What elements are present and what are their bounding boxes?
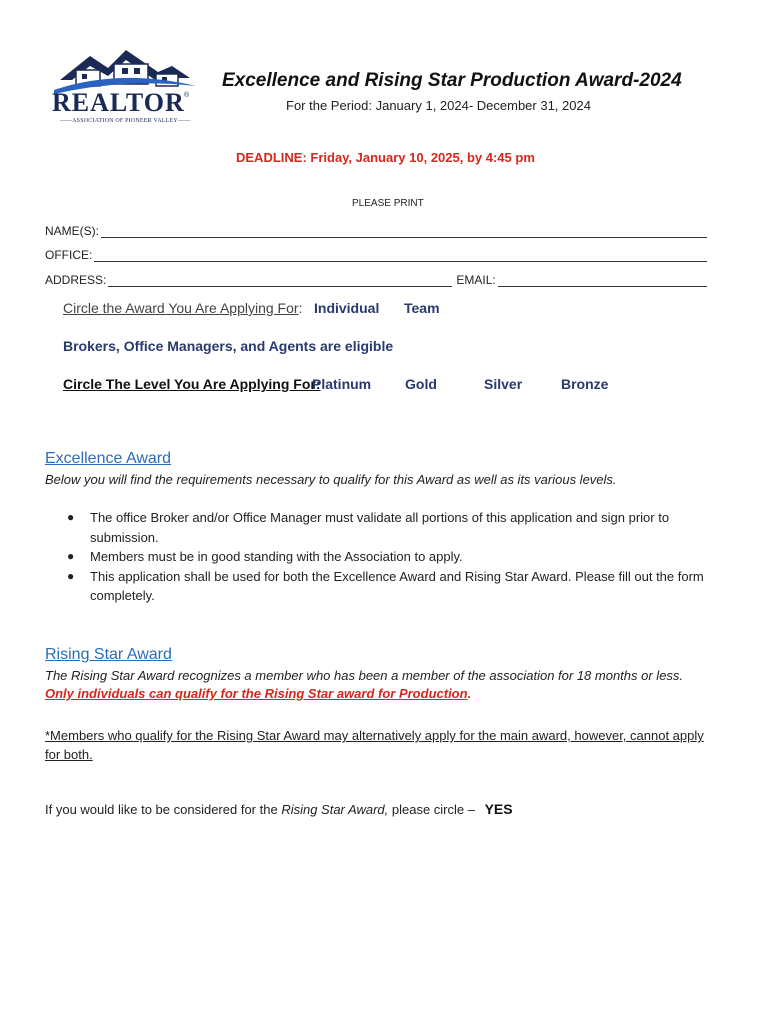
bullet-icon: ● [67, 549, 75, 563]
excellence-intro: Below you will find the requirements necessary to qualify for this Award as well as its various levels. [45, 472, 617, 487]
rising-star-consider: If you would like to be considered for the Rising Star Award, please circle – YES [45, 801, 513, 817]
page-title: Excellence and Rising Star Production Award-2024 [222, 70, 682, 91]
excellence-award-heading: Excellence Award [45, 450, 171, 467]
realtor-wordmark: REALTOR [52, 88, 185, 117]
names-line[interactable] [101, 226, 707, 238]
list-item: ● The office Broker and/or Office Manager must validate all portions of this application and sign prior to submission. [67, 510, 670, 545]
rising-star-intro: The Rising Star Award recognizes a member who has been a member of the association for 18 months or less. [45, 668, 684, 683]
level-bronze[interactable]: Bronze [561, 376, 609, 392]
registered-mark: ® [184, 92, 190, 99]
bullet-icon: ● [67, 510, 75, 524]
yes-option[interactable]: YES [484, 801, 513, 817]
eligible-note: Brokers, Office Managers, and Agents are eligible [63, 338, 394, 354]
address-label: ADDRESS: [45, 273, 107, 287]
office-label: OFFICE: [45, 248, 93, 262]
level-platinum[interactable]: Platinum [312, 376, 372, 392]
email-label: EMAIL: [456, 273, 496, 287]
association-subtitle: ——ASSOCIATION OF PIONEER VALLEY—— [59, 118, 191, 124]
award-option-team[interactable]: Team [404, 300, 440, 316]
email-line[interactable] [498, 275, 707, 287]
deadline-text: DEADLINE: Friday, January 10, 2025, by 4:45 pm [236, 150, 535, 165]
award-type-label: Circle the Award You Are Applying For [63, 300, 299, 316]
names-field[interactable] [45, 224, 707, 238]
rising-star-note: *Members who qualify for the Rising Star Award may alternatively apply for the main award, however, cannot apply for both. [45, 728, 704, 762]
list-item: ● This application shall be used for both the Excellence Award and Rising Star Award. Please fill out the form completely. [67, 568, 704, 603]
realtor-logo [50, 46, 200, 132]
level-label: Circle The Level You Are Applying For: [63, 376, 321, 392]
excellence-requirements [45, 508, 715, 606]
bullet-icon: ● [67, 568, 75, 583]
please-print: PLEASE PRINT [352, 198, 424, 209]
rising-star-individuals-only: Only individuals can qualify for the Rising Star award for Production. [45, 686, 472, 701]
award-period: For the Period: January 1, 2024- December 31, 2024 [286, 98, 591, 113]
office-line[interactable] [94, 250, 707, 262]
address-email-row [45, 273, 707, 287]
award-option-individual[interactable]: Individual [314, 300, 380, 316]
level-silver[interactable]: Silver [484, 376, 523, 392]
office-field[interactable] [45, 248, 707, 262]
rising-star-heading: Rising Star Award [45, 646, 172, 663]
address-line[interactable] [108, 275, 452, 287]
list-item: ● Members must be in good standing with the Association to apply. [45, 547, 715, 567]
names-label: NAME(S): [45, 224, 99, 238]
level-gold[interactable]: Gold [405, 376, 437, 392]
award-type-row: Circle the Award You Are Applying For: [63, 300, 303, 316]
